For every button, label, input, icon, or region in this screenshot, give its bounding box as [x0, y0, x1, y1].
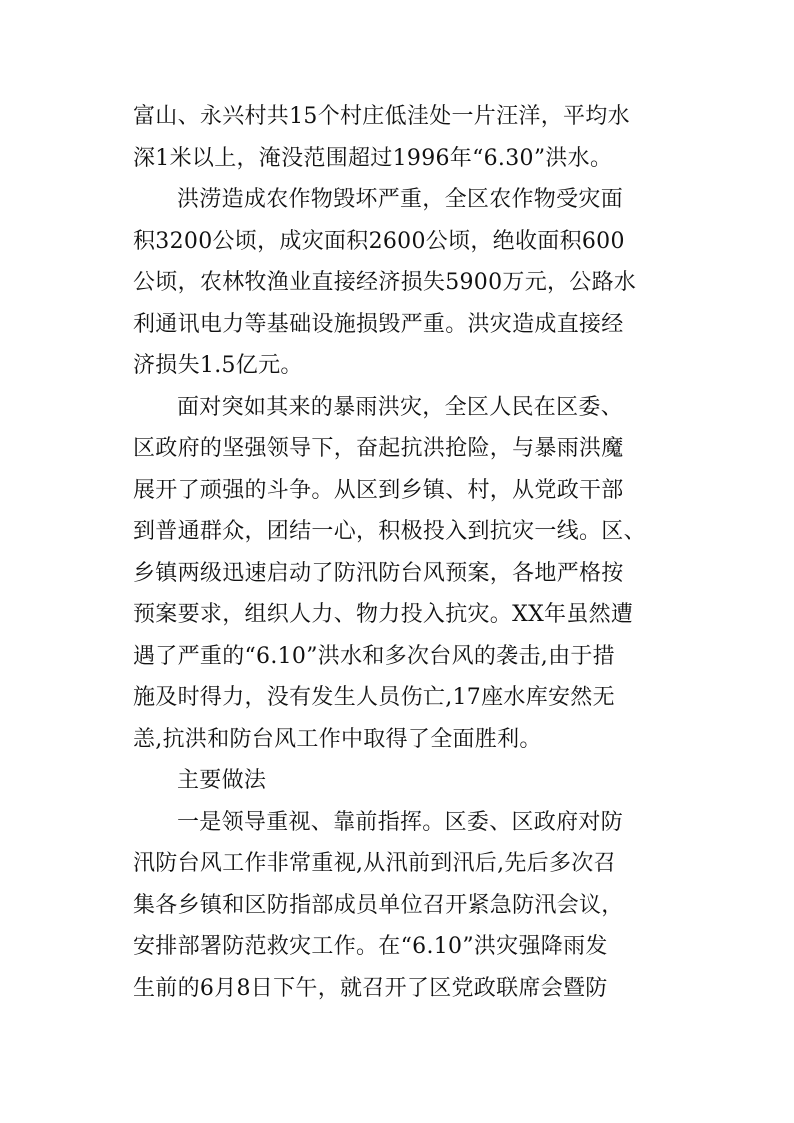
text-line-6: 利通讯电力等基础设施损毁严重。洪灾造成直接经: [133, 311, 624, 337]
text-line-8: 面对突如其来的暴雨洪灾，全区人民在区委、: [177, 394, 624, 420]
text-line-4: 积3200公顷，成灾面积2600公顷，绝收面积600: [133, 228, 625, 254]
text-line-21: 安排部署防范救灾工作。在“6.10”洪灾强降雨发: [133, 934, 608, 959]
text-line-15: 施及时得力，没有发生人员伤亡,17座水库安然无: [133, 685, 615, 710]
text-line-12: 乡镇两级迅速启动了防汛防台风预案，各地严格按: [133, 560, 624, 586]
text-line-7: 济损失1.5亿元。: [133, 353, 303, 378]
text-line-22: 生前的6月8日下午，就召开了区党政联席会暨防: [133, 975, 608, 1001]
section-heading: 主要做法: [177, 768, 267, 793]
text-line-16: 恙,抗洪和防台风工作中取得了全面胜利。: [133, 726, 542, 752]
text-line-10: 展开了顽强的斗争。从区到乡镇、村，从党政干部: [133, 477, 624, 503]
text-line-9: 区政府的坚强领导下，奋起抗洪抢险，与暴雨洪魔: [133, 436, 624, 461]
text-line-19: 汛防台风工作非常重视,从汛前到汛后,先后多次召: [133, 851, 616, 876]
text-line-1: 富山、永兴村共15个村庄低洼处一片汪洋，平均水: [133, 104, 630, 129]
text-line-14: 遇了严重的“6.10”洪水和多次台风的袭击,由于措: [133, 643, 615, 669]
text-line-20: 集各乡镇和区防指部成员单位召开紧急防汛会议，: [133, 892, 624, 918]
text-line-18: 一是领导重视、靠前指挥。区委、区政府对防: [177, 809, 624, 835]
body-text: [133, 96, 665, 1009]
text-line-2: 深1米以上，淹没范围超过1996年“6.30”洪水。: [133, 145, 613, 171]
text-line-13: 预案要求，组织人力、物力投入抗灾。XX年虽然遭: [133, 602, 634, 627]
text-line-5: 公顷，农林牧渔业直接经济损失5900万元，公路水: [133, 270, 637, 295]
text-line-3: 洪涝造成农作物毁坏严重，全区农作物受灾面: [177, 187, 624, 212]
text-line-11: 到普通群众，团结一心，积极投入到抗灾一线。区、: [133, 519, 646, 544]
